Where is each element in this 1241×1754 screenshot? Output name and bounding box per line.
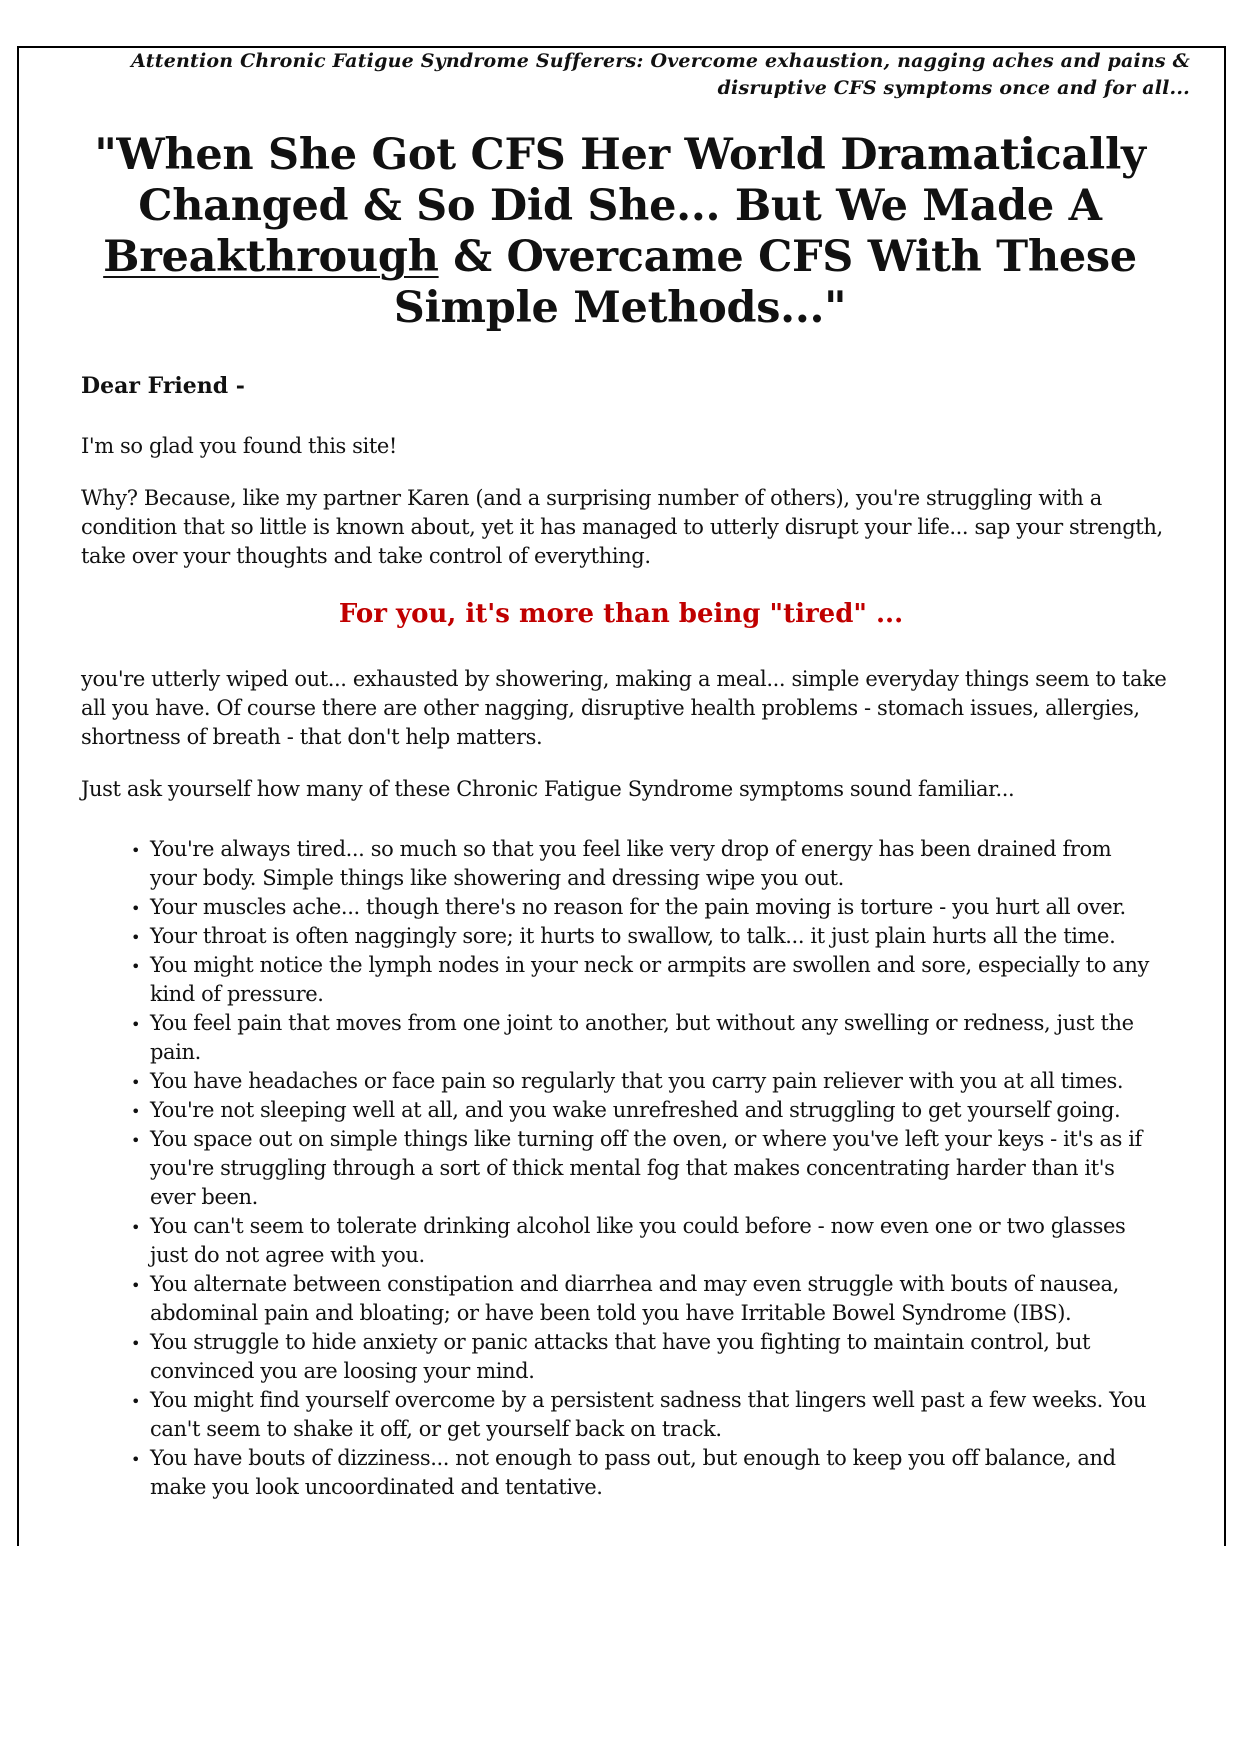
list-item: • You're always tired... so much so that you feel like very drop of energy has been drained from your body. Simple things like showering and dressing wipe you out.: [150, 835, 1160, 893]
list-item: • Your muscles ache... though there's no reason for the pain moving is torture - you hurt all over.: [150, 893, 1160, 922]
why-paragraph: Why? Because, like my partner Karen (and a surprising number of others), you're struggling with a condition that so little is known about, yet it has managed to utterly disrupt your life... sap your strength, take over your thoughts and take control of everything.: [81, 486, 1163, 568]
list-item: • You struggle to hide anxiety or panic attacks that have you fighting to maintain control, but convinced you are loosing your mind.: [150, 1328, 1160, 1386]
list-item: • You might find yourself overcome by a persistent sadness that lingers well past a few weeks. You can't seem to shake it off, or get yourself back on track.: [150, 1386, 1160, 1444]
list-item: • You space out on simple things like turning off the oven, or where you've left your keys - it's as if you're struggling through a sort of thick mental fog that makes concentrating harder than it's ever been.: [150, 1125, 1160, 1212]
list-item: • You're not sleeping well at all, and you wake unrefreshed and struggling to get yourself going.: [150, 1096, 1160, 1125]
list-item: • You have bouts of dizziness... not enough to pass out, but enough to keep you off balance, and make you look uncoordinated and tentative.: [150, 1444, 1160, 1502]
headline-part1: "When She Got CFS Her World Dramatically Changed & So Did She... But We Made A: [94, 130, 1146, 231]
attention-banner: Attention Chronic Fatigue Syndrome Sufferers: Overcome exhaustion, nagging aches and pains & disruptive CFS symptoms once and for all...: [131, 50, 1190, 99]
headline: [55, 130, 1185, 334]
ask-paragraph: Just ask yourself how many of these Chronic Fatigue Syndrome symptoms sound familiar...: [81, 777, 1015, 801]
subheading: For you, it's more than being "tired" ...: [338, 599, 904, 629]
list-item: • You have headaches or face pain so regularly that you carry pain reliever with you at all times.: [150, 1067, 1160, 1096]
intro-paragraph: I'm so glad you found this site!: [81, 434, 397, 458]
symptom-list: [150, 835, 1160, 1502]
greeting: Dear Friend -: [81, 373, 245, 399]
list-item: • You feel pain that moves from one joint to another, but without any swelling or redness, just the pain.: [150, 1009, 1160, 1067]
headline-part2: & Overcame CFS With These Simple Methods...": [393, 232, 1137, 333]
list-item: • You alternate between constipation and diarrhea and may even struggle with bouts of nausea, abdominal pain and bloating; or have been told you have Irritable Bowel Syndrome (IBS).: [150, 1270, 1160, 1328]
list-item: • Your throat is often naggingly sore; it hurts to swallow, to talk... it just plain hurts all the time.: [150, 922, 1160, 951]
wiped-out-paragraph: you're utterly wiped out... exhausted by showering, making a meal... simple everyday things seem to take all you have. Of course there are other nagging, disruptive health problems - stomach issues, allergies, shortness of breath - that don't help matters.: [81, 667, 1167, 749]
headline-underlined: Breakthrough: [103, 232, 439, 282]
list-item: • You might notice the lymph nodes in your neck or armpits are swollen and sore, especially to any kind of pressure.: [150, 951, 1160, 1009]
list-item: • You can't seem to tolerate drinking alcohol like you could before - now even one or two glasses just do not agree with you.: [150, 1212, 1160, 1270]
